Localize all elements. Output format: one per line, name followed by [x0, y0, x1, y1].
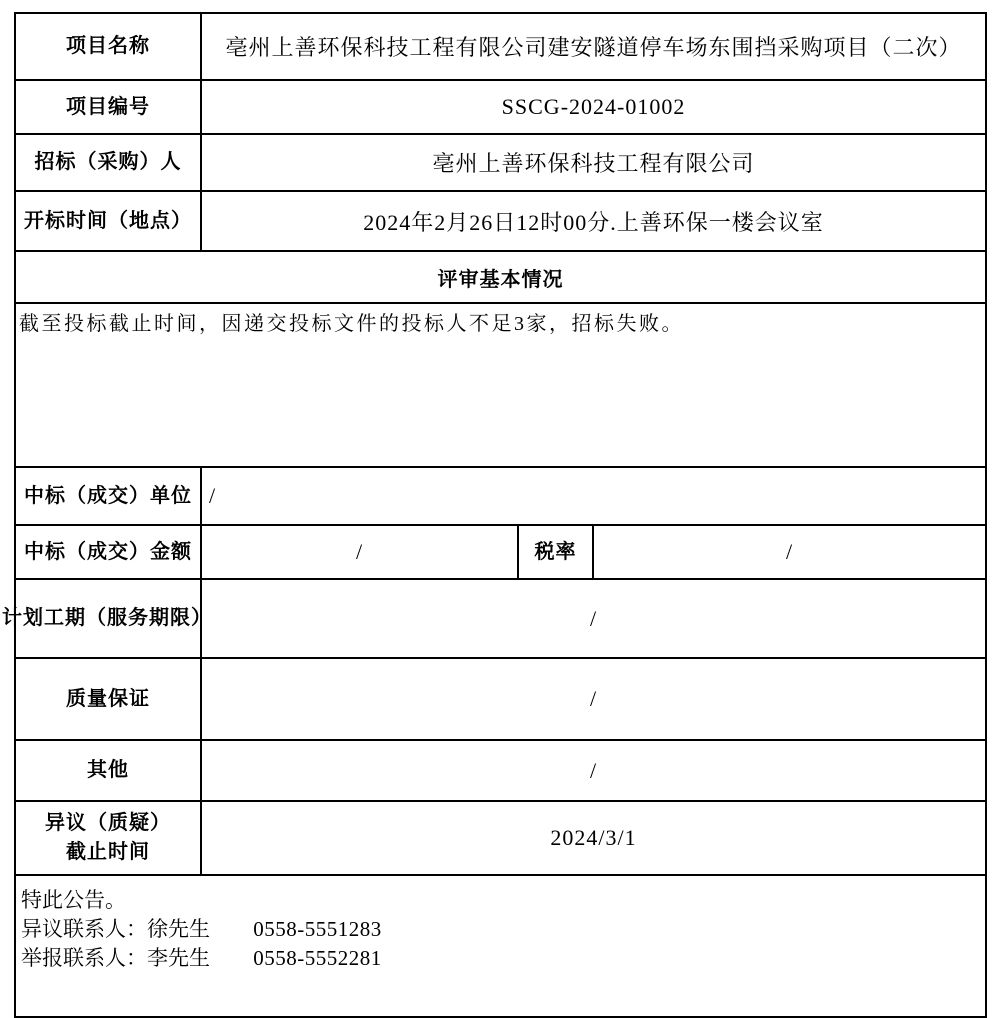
- footer-report-contact-line: [21, 944, 977, 973]
- amount-label: 中标（成交）金额: [15, 525, 201, 579]
- report-contact: 举报联系人：李先生: [21, 946, 210, 970]
- row-bid-opening: [15, 191, 986, 251]
- tax-label: 税率: [518, 525, 593, 579]
- review-note: 截至投标截止时间，因递交投标文件的投标人不足3家，招标失败。: [15, 303, 986, 467]
- objection-contact: 异议联系人：徐先生: [21, 917, 210, 941]
- row-review-note: [15, 303, 986, 467]
- row-duration: [15, 579, 986, 658]
- purchaser-label: 招标（采购）人: [15, 134, 201, 191]
- project-name-value: 亳州上善环保科技工程有限公司建安隧道停车场东围挡采购项目（二次）: [201, 13, 986, 80]
- winner-value: /: [201, 467, 986, 525]
- report-phone: 0558-5552281: [253, 946, 382, 970]
- row-project-name: [15, 13, 986, 80]
- bid-opening-label: 开标时间（地点）: [15, 191, 201, 251]
- row-amount: [15, 525, 986, 579]
- amount-value: /: [201, 525, 518, 579]
- quality-label: 质量保证: [15, 658, 201, 740]
- tax-value: /: [593, 525, 986, 579]
- row-other: [15, 740, 986, 801]
- quality-value: /: [201, 658, 986, 740]
- winner-label: 中标（成交）单位: [15, 467, 201, 525]
- row-objection-deadline: [15, 801, 986, 875]
- row-quality: [15, 658, 986, 740]
- purchaser-value: 亳州上善环保科技工程有限公司: [201, 134, 986, 191]
- objection-deadline-value: 2024/3/1: [201, 801, 986, 875]
- footer-objection-contact-line: [21, 915, 977, 944]
- objection-deadline-label-line2: 截止时间: [66, 841, 150, 863]
- project-no-label: 项目编号: [15, 80, 201, 134]
- objection-deadline-label: [15, 801, 201, 875]
- project-name-label: 项目名称: [15, 13, 201, 80]
- duration-value: /: [201, 579, 986, 658]
- bid-opening-value: 2024年2月26日12时00分.上善环保一楼会议室: [201, 191, 986, 251]
- row-winner: [15, 467, 986, 525]
- footer-notice: 特此公告。: [21, 888, 126, 912]
- duration-label-text: 计划工期（服务期限）: [2, 607, 212, 629]
- row-review-header: [15, 251, 986, 303]
- row-purchaser: [15, 134, 986, 191]
- row-project-no: [15, 80, 986, 134]
- announcement-table: [2, 12, 987, 1018]
- other-label: 其他: [15, 740, 201, 801]
- other-value: /: [201, 740, 986, 801]
- review-section-header: 评审基本情况: [15, 251, 986, 303]
- objection-deadline-label-line1: 异议（质疑）: [45, 812, 171, 834]
- duration-label: [2, 579, 212, 658]
- objection-phone: 0558-5551283: [253, 917, 382, 941]
- project-no-value: SSCG-2024-01002: [201, 80, 986, 134]
